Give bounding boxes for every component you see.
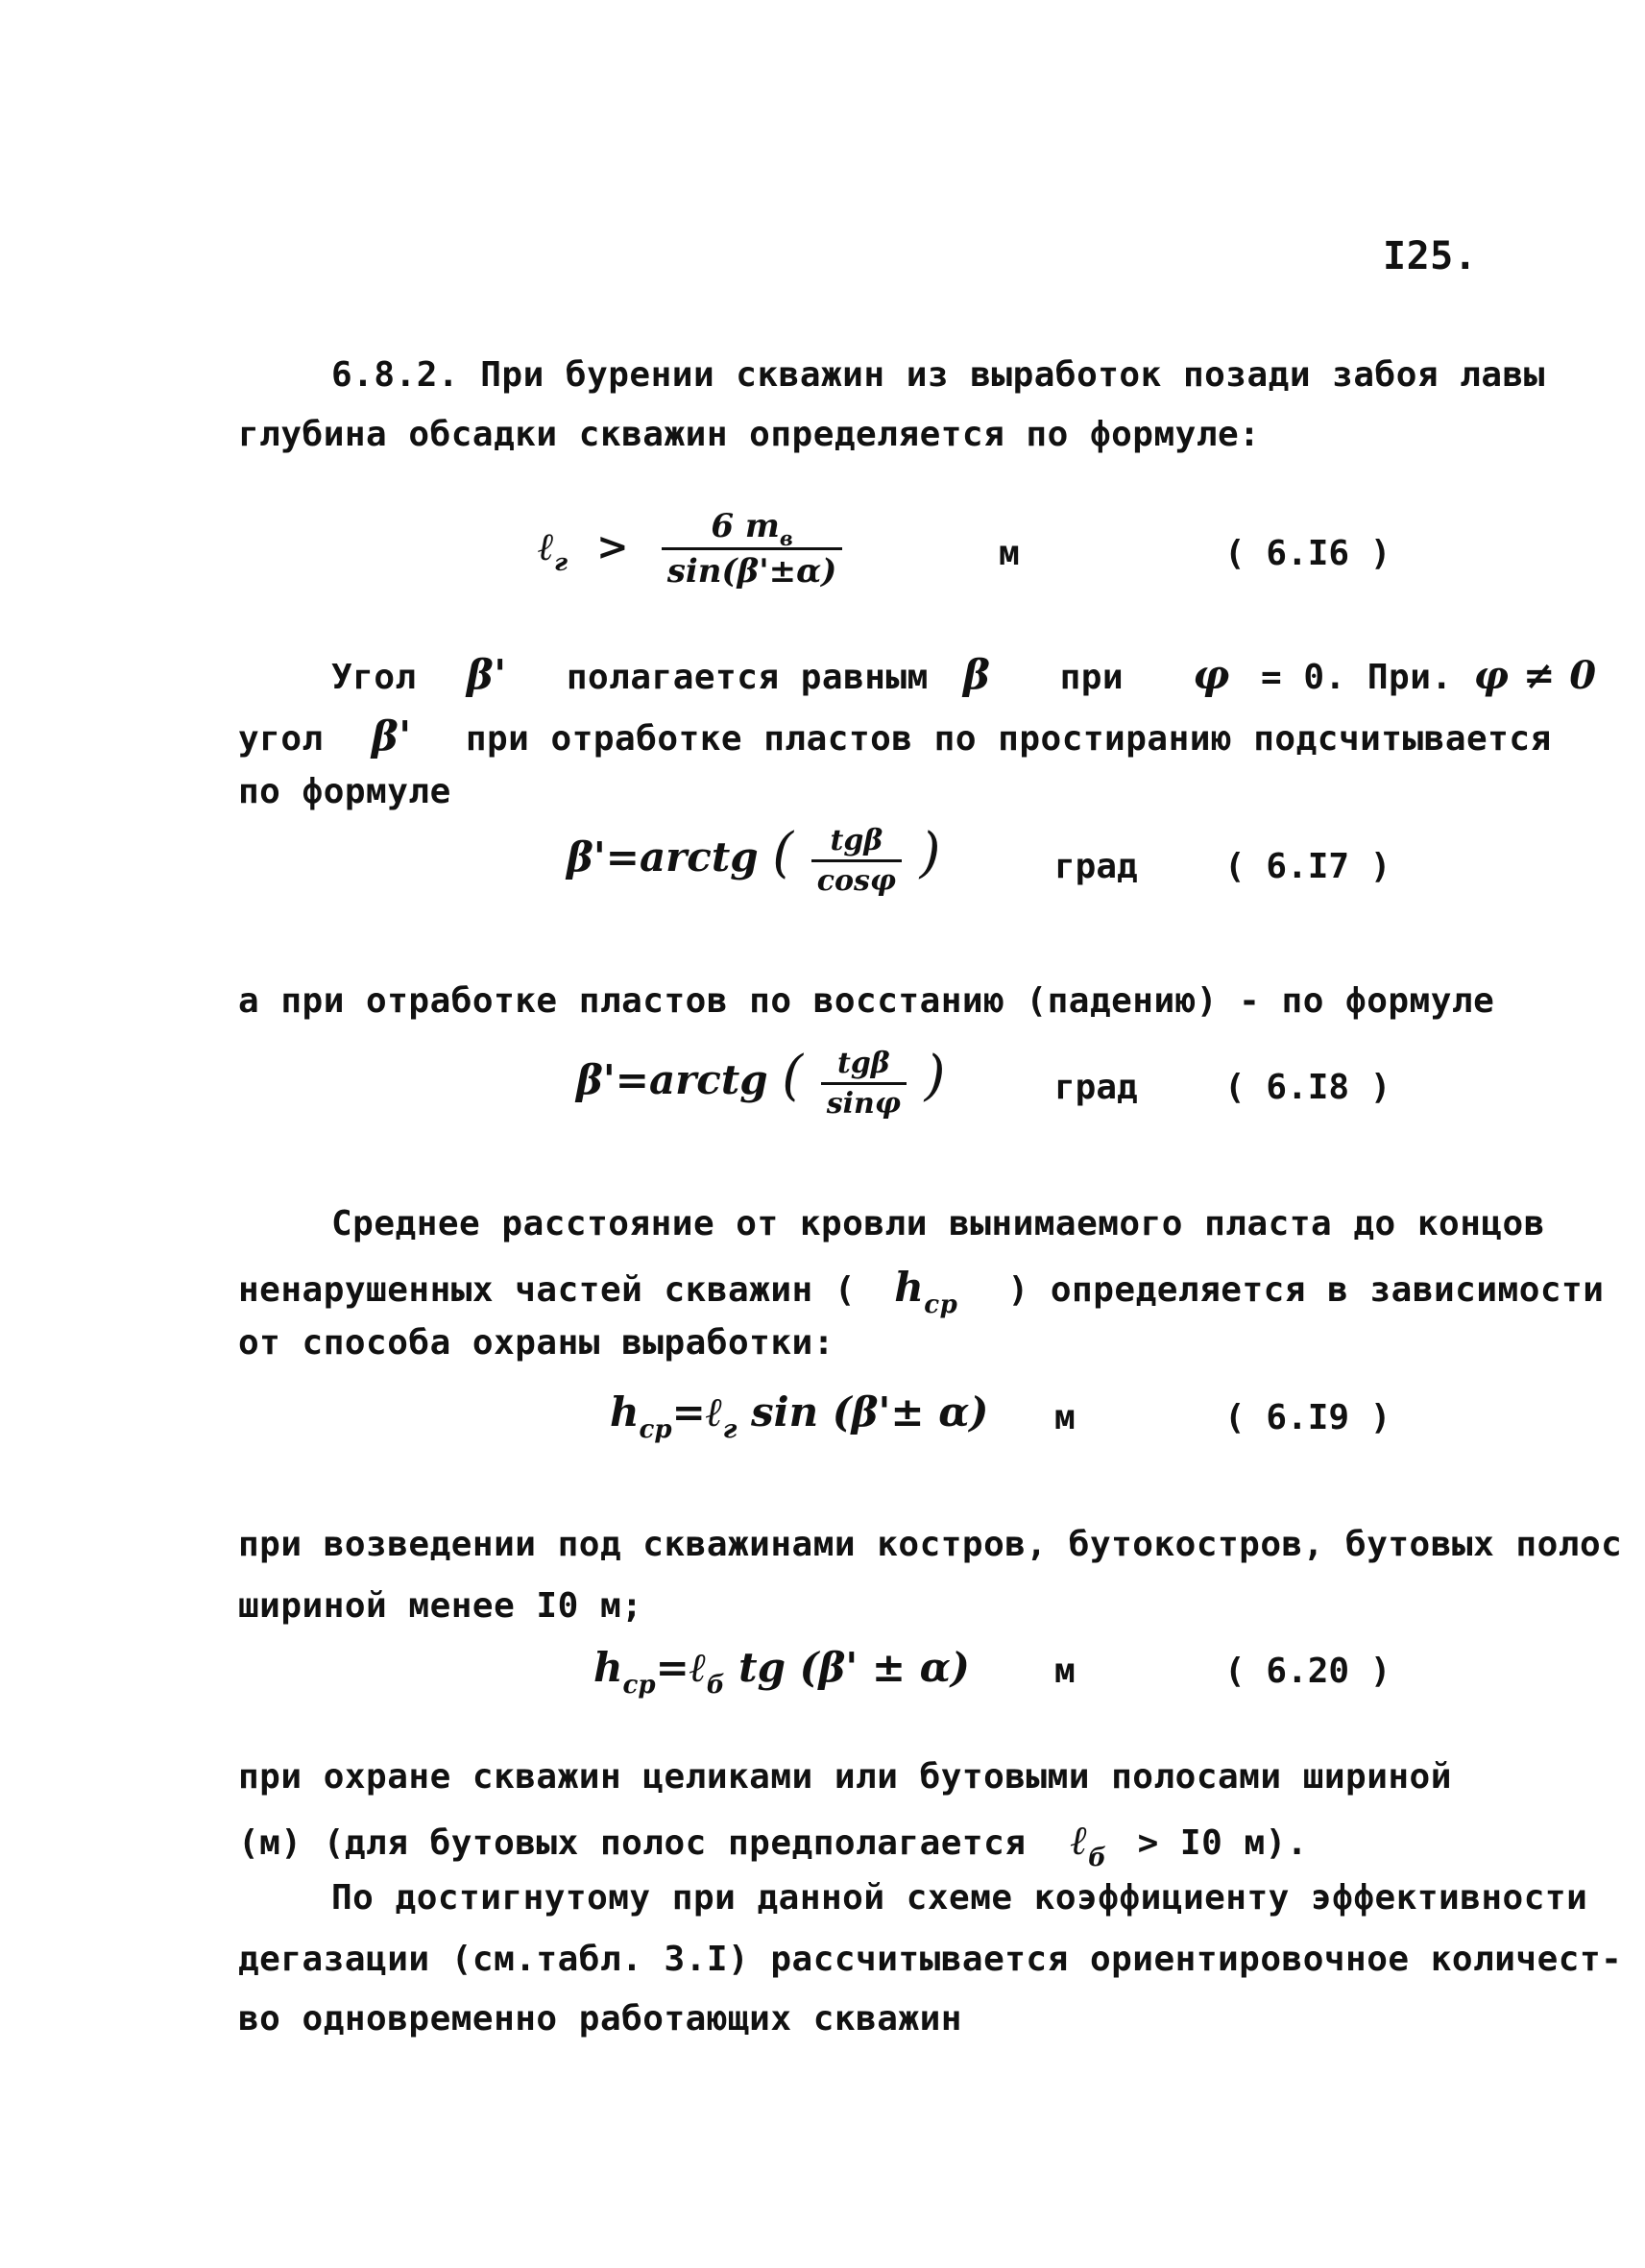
angle-para-line2: угол β' при отработке пластов по простиранию подсчитывается xyxy=(238,712,1552,760)
equation-6-20: $h_{ср}=\ell_б$ tg (β' ± α) xyxy=(593,1644,970,1700)
equation-6-17: β'=arctg ( $\frac{\text{tgβ}}{\cos\varphi}$ ) xyxy=(567,822,941,898)
cribs-para-line2: шириной менее I0 м; xyxy=(238,1586,643,1626)
eq616-number: ( 6.I6 ) xyxy=(1224,534,1391,573)
eq620-number: ( 6.20 ) xyxy=(1224,1652,1391,1691)
eq619-unit: м xyxy=(1054,1398,1076,1437)
mean-para-line3: от способа охраны выработки: xyxy=(238,1323,835,1363)
para-682-line2: глубина обсадки скважин определяется по формуле: xyxy=(238,415,1261,454)
eq617-unit: град xyxy=(1054,847,1138,886)
eq616-rel: > xyxy=(596,523,629,569)
eq619-number: ( 6.I9 ) xyxy=(1224,1398,1391,1437)
angle-para-line1: Угол β' полагается равным β при φ = 0. При. φ ≠ 0 xyxy=(331,651,1597,698)
mean-para-line2: ненарушенных частей скважин ( $h_{ср}$ ) определяется в зависимости xyxy=(238,1264,1605,1319)
eq616-unit: м xyxy=(999,534,1020,573)
cribs-para-line1: при возведении под скважинами костров, бутокостров, бутовых полос xyxy=(238,1525,1623,1564)
mean-para-line1: Среднее расстояние от кровли вынимаемого пласта до концов xyxy=(331,1204,1545,1243)
equation-6-16 xyxy=(538,507,846,591)
equation-6-19: $h_{ср}=\ell_г$ sin (β'± α) xyxy=(610,1388,989,1444)
final-para-line1: По достигнутому при данной схеме коэффициенту эффективности xyxy=(331,1878,1588,1918)
eq618-unit: град xyxy=(1054,1068,1138,1107)
angle-para-line3: по формуле xyxy=(238,772,451,811)
page-number: I25. xyxy=(1383,234,1478,278)
final-para-line2: дегазации (см.табл. 3.I) рассчитывается ориентировочное количест- xyxy=(238,1940,1623,1979)
eq616-fraction: $\frac{6 m_в}{\sin(\beta'\pm\alpha)}$ xyxy=(662,507,843,591)
para-682-line1: 6.8.2. При бурении скважин из выработок позади забоя лавы xyxy=(331,355,1545,395)
equation-6-18: β'=arctg ( $\frac{\text{tgβ}}{\sin\varphi}$ ) xyxy=(576,1045,946,1121)
eq617-number: ( 6.I7 ) xyxy=(1224,847,1391,886)
eq616-lhs: ℓ$_г$ xyxy=(538,523,568,576)
final-para-line3: во одновременно работающих скважин xyxy=(238,1999,962,2039)
dip-para: а при отработке пластов по восстанию (падению) - по формуле xyxy=(238,981,1495,1021)
eq618-number: ( 6.I8 ) xyxy=(1224,1068,1391,1107)
eq620-unit: м xyxy=(1054,1652,1076,1691)
pillar-para-line1: при охране скважин целиками или бутовыми полосами шириной xyxy=(238,1757,1452,1797)
pillar-para-line2: (м) (для бутовых полос предполагается ℓ$_б$ > I0 м). xyxy=(238,1817,1308,1872)
